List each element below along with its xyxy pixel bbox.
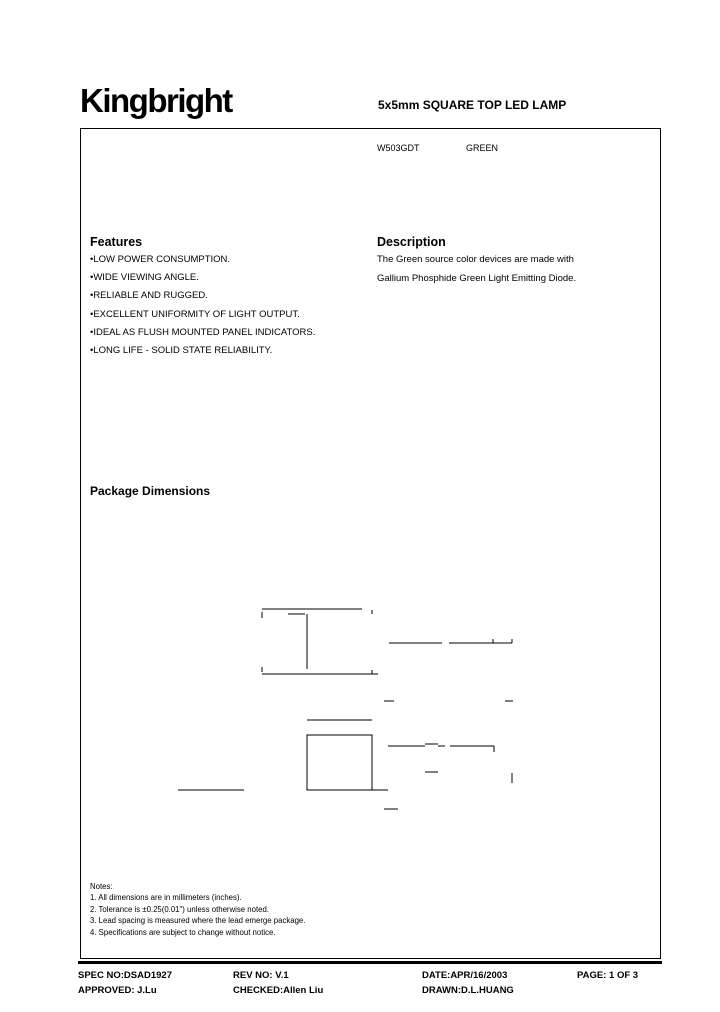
front-view [178,701,513,809]
feature-item: •LONG LIFE - SOLID STATE RELIABILITY. [90,345,273,357]
feature-item: •LOW POWER CONSUMPTION. [90,254,231,265]
feature-item: •EXCELLENT UNIFORMITY OF LIGHT OUTPUT. [90,308,300,320]
note-item: 3. Lead spacing is measured where the lead emerge package. [90,916,306,926]
document-date: DATE:APR/16/2003 [422,970,508,981]
drawn-by: DRAWN:D.L.HUANG [422,985,514,996]
note-item: 2. Tolerance is ±0.25(0.01") unless otherwise noted. [90,904,269,914]
description-line: The Green source color devices are made with [377,254,574,265]
description-line: Gallium Phosphide Green Light Emitting Diode. [377,272,577,284]
part-number: W503GDT [377,143,420,153]
part-color: GREEN [466,143,499,153]
footer-rule [78,961,662,964]
page-number: PAGE: 1 OF 3 [577,970,639,981]
notes-heading: Notes: [90,882,113,891]
notes [90,881,305,938]
checked-by: CHECKED:Allen Liu [233,985,324,996]
revision-number: REV NO: V.1 [233,970,289,981]
description-heading: Description [377,235,446,249]
note-item: 4. Specifications are subject to change without notice. [90,927,276,937]
features-list [90,251,315,360]
feature-item: •IDEAL AS FLUSH MOUNTED PANEL INDICATORS. [90,326,316,338]
kingbright-logo: Kingbright [80,82,232,119]
note-item: 1. All dimensions are in millimeters (inches). [90,893,242,903]
package-drawing [170,590,570,830]
side-view [262,609,512,674]
description-text [377,251,647,288]
feature-item: •WIDE VIEWING ANGLE. [90,272,199,284]
feature-item: •RELIABLE AND RUGGED. [90,290,208,302]
document-title: 5x5mm SQUARE TOP LED LAMP [378,98,567,112]
package-dimensions-heading: Package Dimensions [90,484,211,498]
approved-by: APPROVED: J.Lu [78,985,157,996]
features-heading: Features [90,235,143,249]
spec-number: SPEC NO:DSAD1927 [78,970,172,981]
